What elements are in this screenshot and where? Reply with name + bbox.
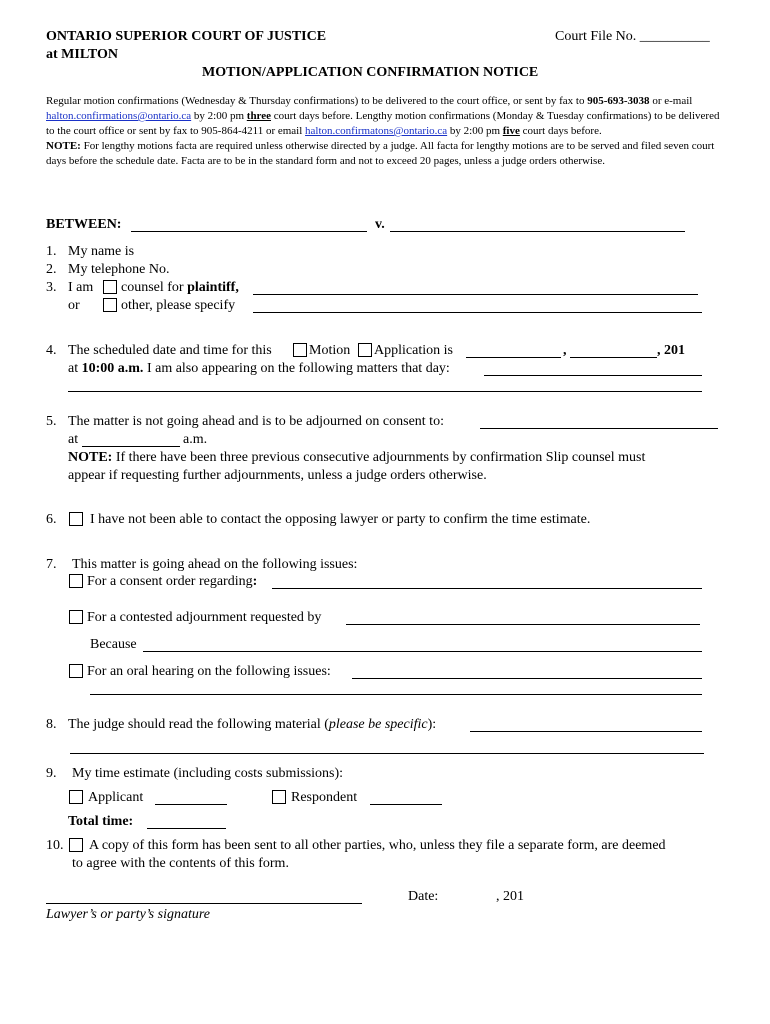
counsel-plaintiff-checkbox[interactable] — [103, 280, 117, 294]
between-party1-field[interactable] — [131, 231, 367, 232]
date-year-label: , 201 — [496, 889, 524, 904]
oral-hearing-field[interactable] — [352, 678, 702, 679]
other-matters-field-2[interactable] — [68, 391, 702, 392]
application-checkbox[interactable] — [358, 343, 372, 357]
other-checkbox[interactable] — [103, 298, 117, 312]
consent-order-checkbox[interactable] — [69, 574, 83, 588]
application-label: Application is — [374, 343, 453, 358]
date-label: Date: — [408, 889, 439, 904]
oral-hearing-checkbox[interactable] — [69, 664, 83, 678]
court-file-no-label: Court File No. __________ — [555, 29, 710, 44]
copy-sent-checkbox[interactable] — [69, 838, 83, 852]
item-number: 3. — [46, 280, 57, 295]
intro-paragraph: Regular motion confirmations (Wednesday & Thursday confirmations) to be delivered to the court office, or sent by fax to 905-693-3038 or e-mail halton.confirmations@ontario.ca by 2:00 pm three court days before. Lengthy motion confirmations (Monday & Tuesday confirmations) to be delivered to the court office or sent by fax to 905-864-4211 or email halton.confirmatons@ontario.ca by 2:00 pm five court days before. NOTE: For lengthy motions facta are required unless otherwise directed by a judge. All facta for lengthy motions are to be served and filed seven court days before the schedule date. Facta are to be in the standard form and not to exceed 20 pages, unless a judge orders otherwise. — [46, 95, 720, 167]
other-specify-field[interactable] — [253, 312, 702, 313]
applicant-checkbox[interactable] — [69, 790, 83, 804]
email-link[interactable]: halton.confirmations@ontario.ca — [46, 110, 192, 122]
i-am-label: I am — [68, 280, 94, 295]
item-number: 9. — [46, 766, 57, 781]
judge-read-label: The judge should read the following material (please be specific): — [68, 717, 437, 732]
year-label: , 201 — [657, 343, 685, 358]
item-number: 2. — [46, 262, 57, 277]
scheduled-date-field[interactable] — [466, 357, 561, 358]
item-number: 6. — [46, 512, 57, 527]
at-label: at — [68, 432, 79, 447]
name-label: My name is — [68, 244, 135, 259]
adjourned-date-field[interactable] — [480, 428, 718, 429]
respondent-checkbox[interactable] — [272, 790, 286, 804]
item-number: 1. — [46, 244, 57, 259]
time-estimate-label: My time estimate (including costs submissions): — [72, 766, 344, 781]
signature-field[interactable] — [46, 903, 362, 904]
adjourned-time-field[interactable] — [82, 446, 180, 447]
telephone-label: My telephone No. — [68, 262, 170, 277]
plaintiff-field[interactable] — [253, 294, 698, 295]
or-label: or — [68, 298, 80, 313]
between-party2-field[interactable] — [390, 231, 685, 232]
scheduled-label: The scheduled date and time for this — [68, 343, 272, 358]
contested-by-field[interactable] — [346, 624, 700, 625]
item-number: 5. — [46, 414, 57, 429]
other-specify-label: other, please specify — [121, 298, 236, 313]
time-line: at 10:00 a.m. I am also appearing on the following matters that day: — [68, 361, 450, 376]
total-time-field[interactable] — [147, 828, 226, 829]
contested-label: For a contested adjournment requested by — [87, 610, 322, 625]
material-field-2[interactable] — [70, 753, 704, 754]
note-5: NOTE: If there have been three previous consecutive adjournments by confirmation Slip counsel must — [68, 450, 646, 465]
copy-sent-label-cont: to agree with the contents of this form. — [72, 856, 289, 871]
adjourned-label: The matter is not going ahead and is to be adjourned on consent to: — [68, 414, 444, 429]
respondent-label: Respondent — [291, 790, 358, 805]
note-5-cont: appear if requesting further adjournments, unless a judge orders otherwise. — [68, 468, 487, 483]
comma: , — [563, 343, 567, 358]
oral-hearing-label: For an oral hearing on the following issues: — [87, 664, 331, 679]
item-number: 4. — [46, 343, 57, 358]
because-field[interactable] — [143, 651, 702, 652]
page-title: MOTION/APPLICATION CONFIRMATION NOTICE — [202, 65, 539, 80]
motion-checkbox[interactable] — [293, 343, 307, 357]
other-matters-field[interactable] — [484, 375, 702, 376]
because-label: Because — [90, 637, 137, 652]
am-label: a.m. — [183, 432, 208, 447]
item-number: 7. — [46, 557, 57, 572]
between-label: BETWEEN: — [46, 217, 122, 232]
counsel-for-label: counsel for plaintiff, — [121, 280, 239, 295]
scheduled-day-field[interactable] — [570, 357, 657, 358]
not-contact-label: I have not been able to contact the opposing lawyer or party to confirm the time estimate. — [90, 512, 591, 527]
going-ahead-label: This matter is going ahead on the following issues: — [72, 557, 358, 572]
not-contact-checkbox[interactable] — [69, 512, 83, 526]
copy-sent-label: A copy of this form has been sent to all other parties, who, unless they file a separate form, are deemed — [89, 838, 666, 853]
respondent-time-field[interactable] — [370, 804, 442, 805]
motion-label: Motion — [309, 343, 351, 358]
court-name: ONTARIO SUPERIOR COURT OF JUSTICE — [46, 29, 327, 44]
item-number: 10. — [46, 838, 64, 853]
applicant-time-field[interactable] — [155, 804, 227, 805]
consent-order-label: For a consent order regarding: — [87, 574, 258, 589]
material-field[interactable] — [470, 731, 702, 732]
applicant-label: Applicant — [88, 790, 144, 805]
total-time-label: Total time: — [68, 814, 134, 829]
court-location: at MILTON — [46, 47, 118, 62]
contested-adjournment-checkbox[interactable] — [69, 610, 83, 624]
consent-order-field[interactable] — [272, 588, 702, 589]
oral-hearing-field-2[interactable] — [90, 694, 702, 695]
email-link-lengthy[interactable]: halton.confirmatons@ontario.ca — [305, 125, 448, 137]
signature-label: Lawyer’s or party’s signature — [46, 907, 211, 922]
versus-label: v. — [375, 217, 385, 232]
item-number: 8. — [46, 717, 57, 732]
